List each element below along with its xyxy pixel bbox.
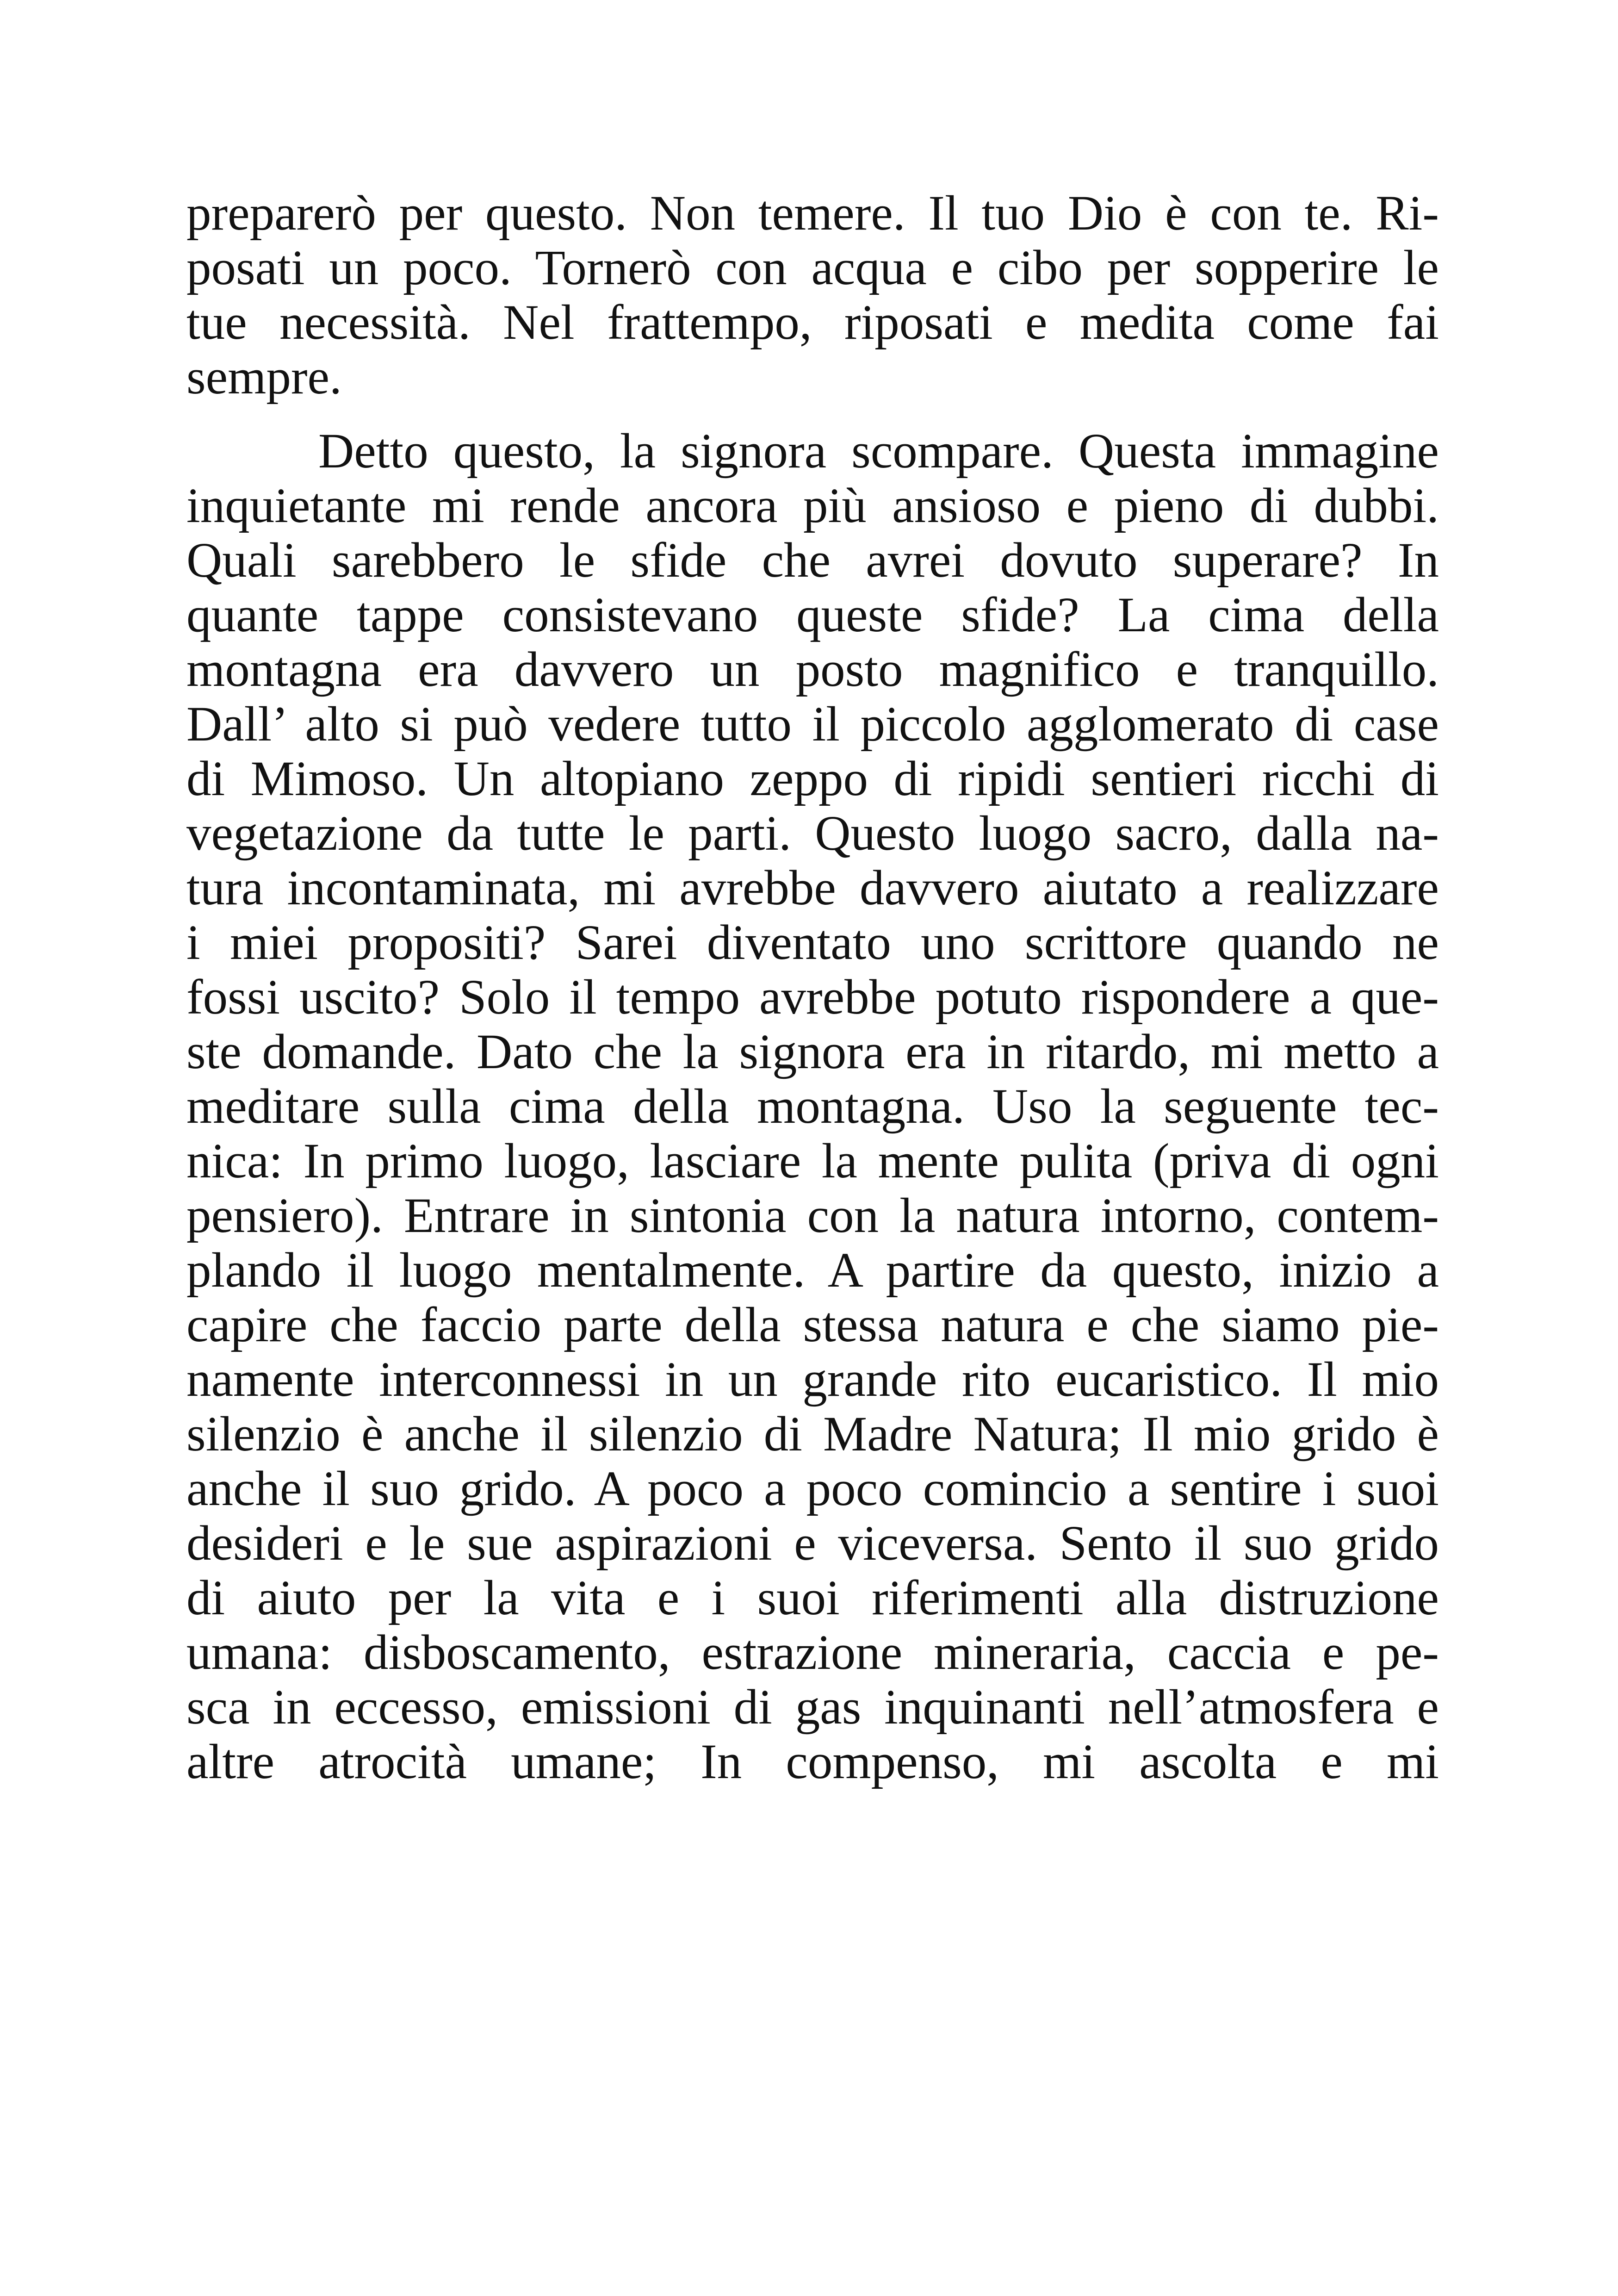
text-line: pensiero). Entrare in sintonia con la natura intorno, contem- [186,1188,1439,1243]
text-line: altre atrocità umane; In compenso, mi ascolta e mi [186,1735,1439,1789]
text-line: Dall’ alto si può vedere tutto il piccolo agglomerato di case [186,697,1439,752]
text-line: namente interconnessi in un grande rito eucaristico. Il mio [186,1352,1439,1407]
text-line: sempre. [186,350,342,404]
text-line: tue necessità. Nel frattempo, riposati e medita come fai [186,295,1439,350]
text-line: umana: disboscamento, estrazione mineraria, caccia e pe- [186,1625,1439,1680]
text-line: capire che faccio parte della stessa natura e che siamo pie- [186,1298,1439,1352]
paragraph-1 [186,186,1439,404]
text-line: plando il luogo mentalmente. A partire da questo, inizio a [186,1243,1439,1298]
text-line: preparerò per questo. Non temere. Il tuo Dio è con te. Ri- [186,186,1439,241]
text-line: montagna era davvero un posto magnifico e tranquillo. [186,642,1439,697]
text-line: ste domande. Dato che la signora era in ritardo, mi metto a [186,1025,1439,1079]
text-line: posati un poco. Tornerò con acqua e cibo per sopperire le [186,241,1439,295]
body-text [186,186,1439,1789]
text-line: di Mimoso. Un altopiano zeppo di ripidi sentieri ricchi di [186,752,1439,806]
paragraph-2 [186,424,1439,1789]
text-line: inquietante mi rende ancora più ansioso e pieno di dubbi. [186,479,1439,533]
text-line: di aiuto per la vita e i suoi riferimenti alla distruzione [186,1571,1439,1625]
text-line: meditare sulla cima della montagna. Uso la seguente tec- [186,1079,1439,1134]
text-line: anche il suo grido. A poco a poco comincio a sentire i suoi [186,1462,1439,1516]
text-line: fossi uscito? Solo il tempo avrebbe potuto rispondere a que- [186,970,1439,1025]
text-line: tura incontaminata, mi avrebbe davvero aiutato a realizzare [186,861,1439,915]
text-line: desideri e le sue aspirazioni e viceversa. Sento il suo grido [186,1516,1439,1571]
text-line: Quali sarebbero le sfide che avrei dovuto superare? In [186,533,1439,588]
text-line: silenzio è anche il silenzio di Madre Natura; Il mio grido è [186,1407,1439,1462]
text-line: vegetazione da tutte le parti. Questo luogo sacro, dalla na- [186,806,1439,861]
text-line: sca in eccesso, emissioni di gas inquinanti nell’atmosfera e [186,1680,1439,1735]
text-line: quante tappe consistevano queste sfide? La cima della [186,588,1439,642]
text-line: i miei propositi? Sarei diventato uno scrittore quando ne [186,915,1439,970]
text-line: Detto questo, la signora scompare. Questa immagine [318,424,1439,479]
text-line: nica: In primo luogo, lasciare la mente pulita (priva di ogni [186,1134,1439,1188]
